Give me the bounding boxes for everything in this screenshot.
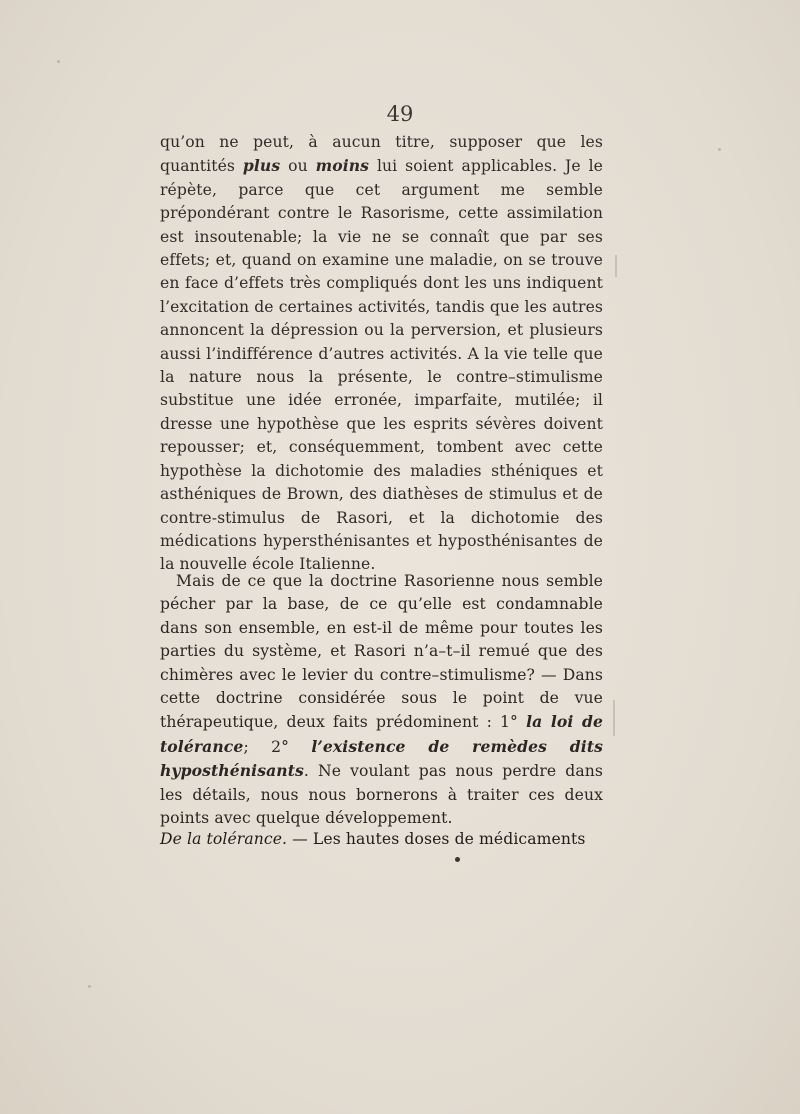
paragraph-2-text-b: . Ne voulant pas nous perdre dans les détails, nous nous bornerons à traiter ces deux points avec quelque développement. (160, 762, 603, 828)
paragraph-1-text-b: lui soient applicables. Je le répète, parce que cet argument me semble prépondérant contre le Rasorisme, cette assimilation est insoutenable; la vie ne se connaît que par ses effets; et, quand on examine une maladie, on se trouve en face d’effets très compliqués dont les uns indiquent l’excitation de certaines activités, tandis que les autres annoncent la dépression ou la perversion, et plusieurs aussi l’indifférence d’autres activités. A la vie telle que la nature nous la présente, le contre–stimulisme substitue une idée erronée, imparfaite, mutilée; il dresse une hypothèse que les esprits sévères doivent repousser; et, conséquemment, tombent avec cette hypothèse la dichotomie des maladies sthéniques et asthéniques de Brown, des diathèses de stimulus et de contre-stimulus de Rasori, et la dichotomie des médications hypersthénisantes et hyposthénisantes de la nouvelle école Italienne. (160, 157, 603, 574)
paragraph-3-text: — Les hautes doses de médicaments (287, 830, 586, 848)
paragraph-2 (160, 570, 603, 830)
italic-loi-tolerance: la loi de tolérance (160, 712, 604, 756)
italic-existence-remedes: l’existence de remèdes dits hyposthénisants (160, 736, 604, 781)
paragraph-3 (160, 828, 603, 851)
paragraph-2-text-a: Mais de ce que la doctrine Rasorienne nous semble pécher par la base, de ce qu’elle est condamnable dans son ensemble, en est-il de même pour toutes les parties du système, et Rasori n’a–t–il remué que des chimères avec le levier du contre–stimulisme? — Dans cette doctrine considérée sous le point de vue thérapeutique, deux faits prédominent : 1° (160, 572, 603, 732)
paragraph-2-text-mid: ; 2° (243, 737, 312, 756)
section-heading-tolerance: De la tolérance. (160, 830, 288, 848)
paper-mark (615, 255, 617, 277)
paragraph-1-text-a: qu’on ne peut, à aucun titre, supposer que les quantités (160, 133, 603, 176)
paper-speck (57, 60, 60, 63)
page-number: 49 (386, 102, 414, 126)
paragraph-1-text-ou: ou (280, 157, 316, 176)
paper-mark (613, 700, 615, 736)
ink-dot (455, 857, 460, 862)
paragraph-1 (160, 131, 603, 577)
paper-speck (88, 985, 91, 988)
italic-moins: moins (315, 156, 370, 176)
paper-speck (718, 148, 721, 151)
italic-plus: plus (242, 156, 281, 176)
